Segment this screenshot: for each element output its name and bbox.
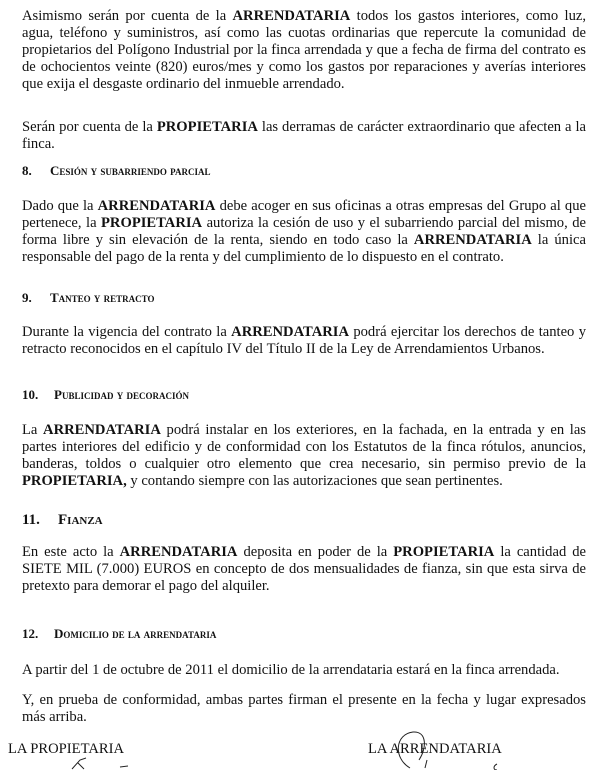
text: debe acoger en sus oficinas a otras empresas del Grupo al que pertenece, la (22, 198, 586, 231)
section-number: 9. (22, 290, 32, 305)
signature-label-arrendataria: LA ARRENDATARIA (368, 741, 502, 757)
text: En este acto la (22, 544, 120, 560)
paragraph-conformidad: Y, en prueba de conformidad, ambas partes firman el presente en la fecha y lugar expresados más arriba. (22, 692, 586, 725)
section-heading-8 (22, 163, 211, 179)
signature-mark-arrendataria (385, 730, 545, 770)
signature-label-propietaria: LA PROPIETARIA (8, 741, 124, 757)
text: todos los gastos interiores, como luz, agua, teléfono y suministros, así como las cuotas ordinarias que repercute la comunidad de propietarios del Polígono Industrial por la finca arrendada y que a fecha de firma del contrato es de ochocientos veinte (820) euros/mes y como los gastos por reparaciones y averías interiores que exija el desgaste ordinario del inmueble arrendado. (22, 8, 586, 92)
party-name: PROPIETARIA, (22, 473, 127, 489)
party-name: PROPIETARIA (101, 215, 203, 231)
section-title: Domicilio de la arrendataria (54, 626, 217, 641)
paragraph-tanteo (22, 324, 586, 358)
paragraph-cesion (22, 198, 586, 266)
text: la única responsable del pago de la renta y del cumplimiento de lo dispuesto en el contrato. (22, 232, 586, 265)
text: Asimismo serán por cuenta de la (22, 8, 233, 24)
party-name: PROPIETARIA (393, 544, 495, 560)
text: deposita en poder de la (237, 544, 394, 560)
section-heading-11 (22, 512, 103, 529)
text: podrá ejercitar los derechos de tanteo y retracto reconocidos en el capítulo IV del Título II de la Ley de Arrendamientos Urbanos. (22, 324, 586, 357)
party-name: ARRENDATARIA (232, 8, 351, 24)
party-name: ARRENDATARIA (231, 324, 349, 340)
text: y contando siempre con las autorizaciones que sean pertinentes. (126, 473, 503, 489)
section-heading-12 (22, 626, 216, 642)
text: Serán por cuenta de la (22, 119, 157, 135)
text: podrá instalar en los exteriores, en la fachada, en la entrada y en las partes interiores del edificio y de conformidad con los Estatutos de la finca rótulos, anuncios, banderas, toldos o cualquier otro elemento que crea necesario, sin permiso previo de la (22, 422, 586, 472)
text: La (22, 422, 44, 438)
signature-mark-propietaria (60, 755, 140, 770)
text: autoriza la cesión de uso y el subarriendo parcial del mismo, de forma libre y sin elevación de la renta, siendo en todo caso la (22, 215, 586, 248)
section-title: Publicidad y decoración (54, 387, 189, 402)
section-title: Fianza (58, 512, 103, 528)
section-number: 8. (22, 163, 32, 178)
paragraph-derramas (22, 119, 586, 153)
text: Dado que la (22, 198, 98, 214)
section-number: 11. (22, 512, 40, 528)
paragraph-fianza (22, 544, 586, 595)
paragraph-domicilio: A partir del 1 de octubre de 2011 el domicilio de la arrendataria estará en la finca arrendada. (22, 662, 560, 678)
party-name: ARRENDATARIA (43, 422, 161, 438)
section-title: Tanteo y retracto (50, 290, 155, 305)
party-name: ARRENDATARIA (97, 198, 216, 214)
paragraph-gastos (22, 8, 586, 93)
party-name: ARRENDATARIA (119, 544, 238, 560)
paragraph-publicidad (22, 422, 586, 490)
text: las derramas de carácter extraordinario que afecten a la finca. (22, 119, 587, 152)
section-heading-10 (22, 387, 189, 403)
party-name: PROPIETARIA (156, 119, 258, 135)
text: Durante la vigencia del contrato la (22, 324, 232, 340)
section-heading-9 (22, 290, 155, 306)
section-title: Cesión y subarriendo parcial (50, 163, 211, 178)
section-number: 12. (22, 626, 39, 641)
party-name: ARRENDATARIA (413, 232, 532, 248)
text: la cantidad de SIETE MIL (7.000) EUROS en concepto de dos mensualidades de fianza, sin que esta sirva de pretexto para demorar el pago del alquiler. (22, 544, 586, 594)
section-number: 10. (22, 387, 39, 402)
